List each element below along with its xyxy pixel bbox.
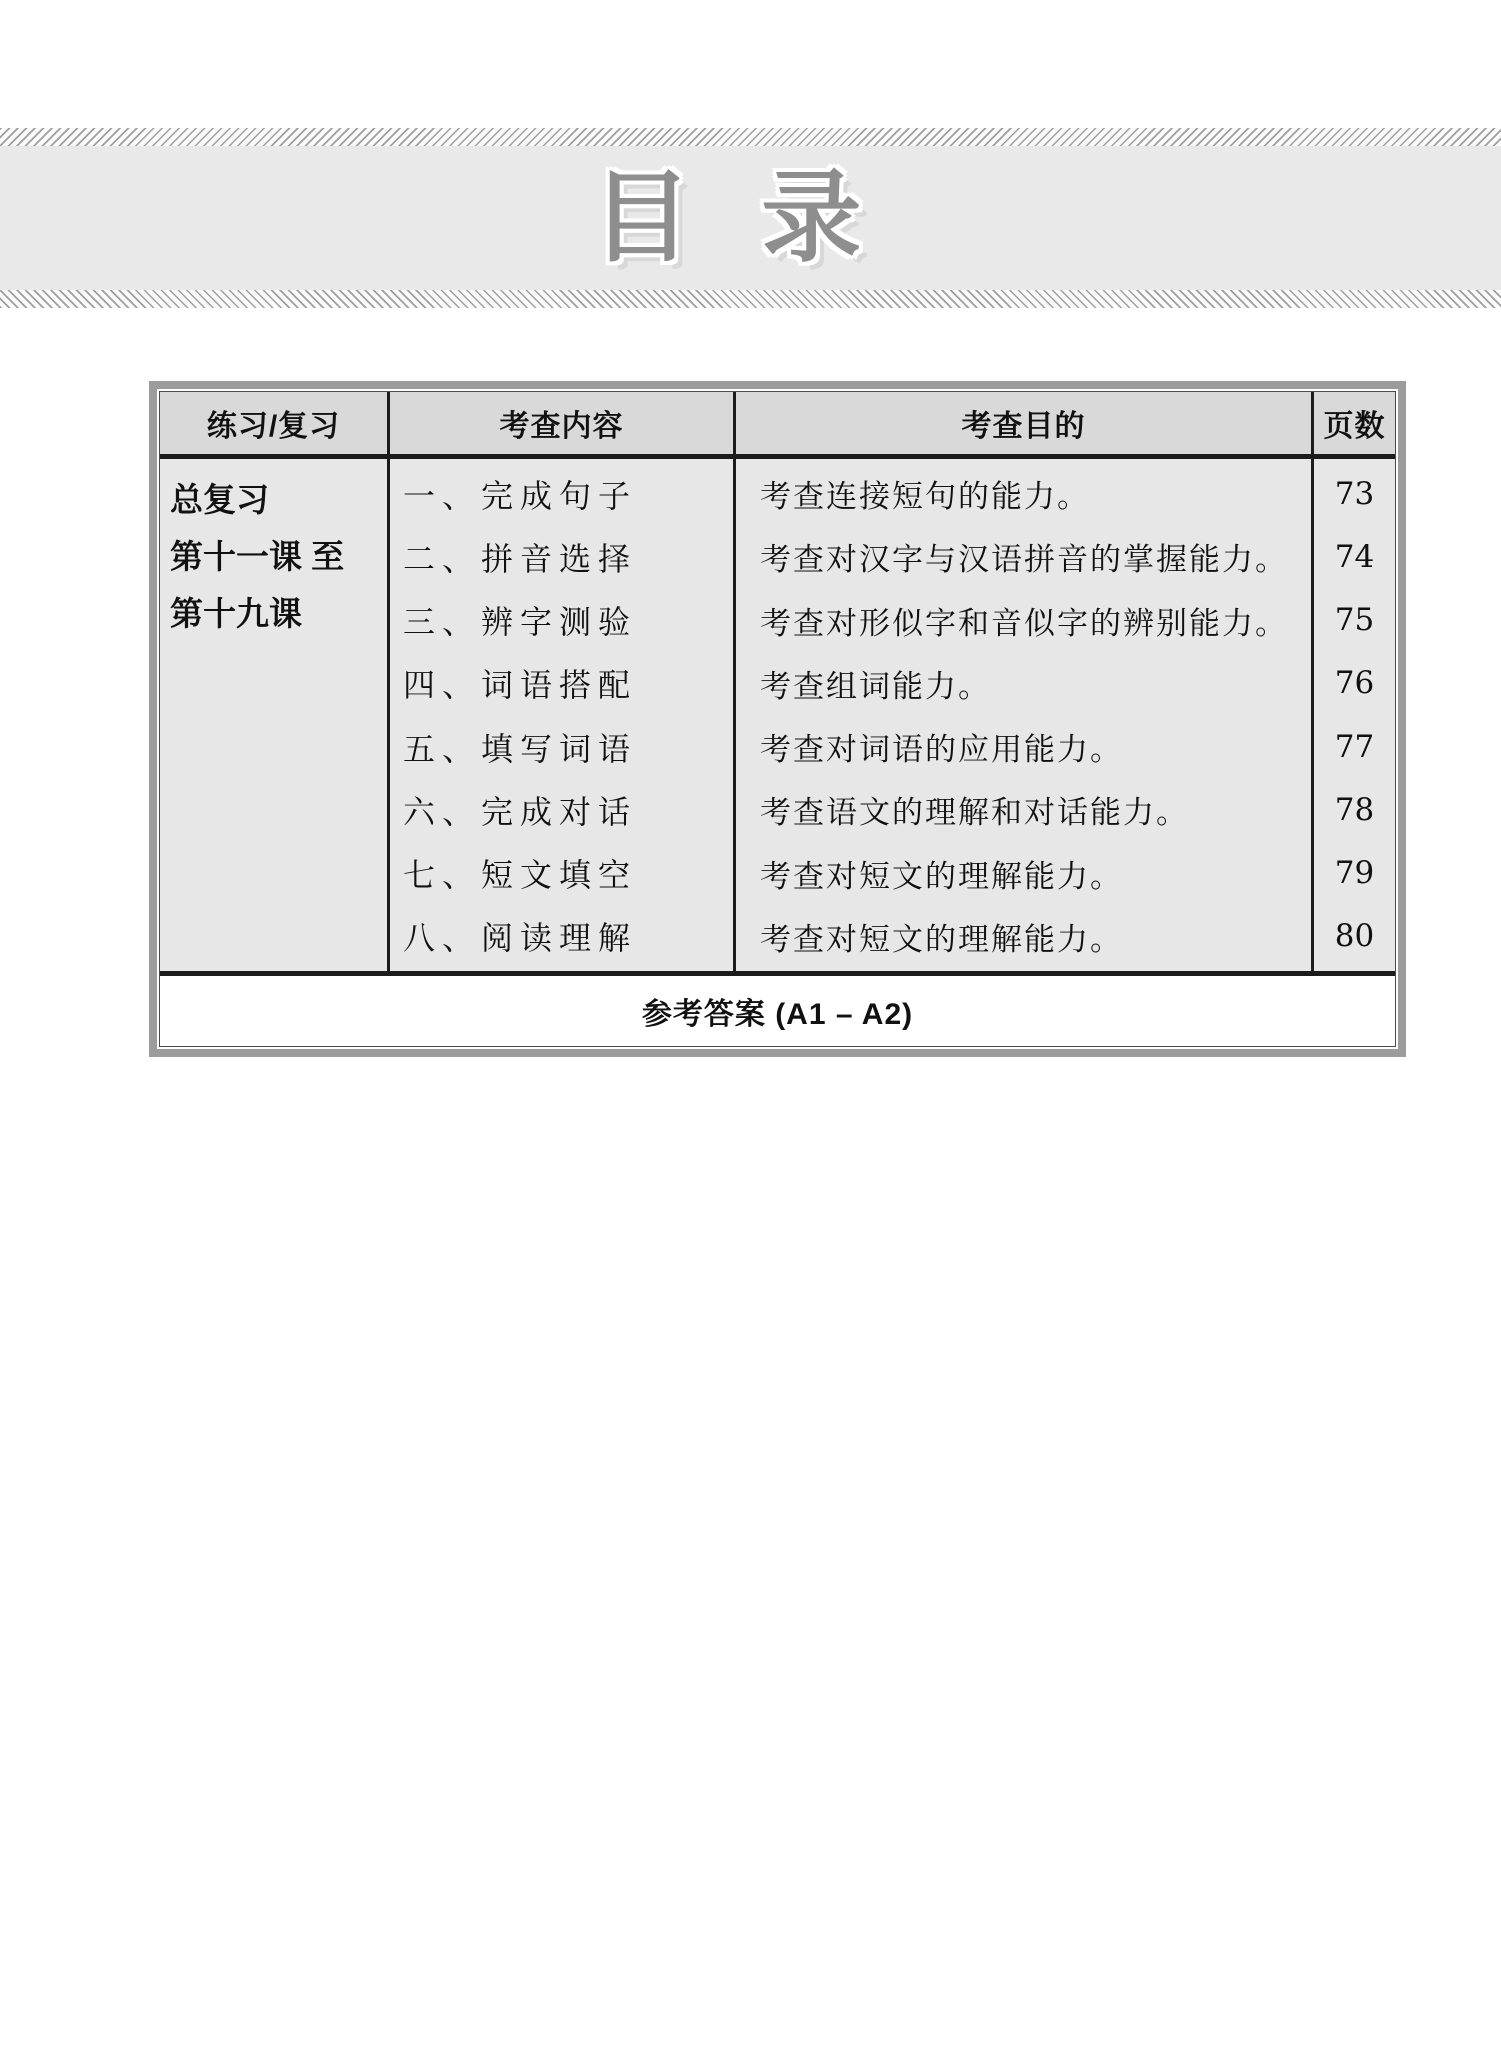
header-cell-purpose: 考查目的 xyxy=(736,392,1314,454)
header-cell-page: 页数 xyxy=(1323,410,1386,443)
table-row xyxy=(390,462,1395,525)
section-line: 第十九课 xyxy=(170,595,302,632)
toc-page-cell: 74 xyxy=(1334,538,1375,575)
header-cell-exercise: 练习/复习 xyxy=(160,392,390,454)
section-line: 总复习 xyxy=(170,481,269,518)
toc-page-cell: 76 xyxy=(1334,665,1375,702)
answers-row xyxy=(160,971,1395,1046)
page-title: 目 录 xyxy=(591,162,866,274)
toc-purpose-cell: 考查对汉字与汉语拼音的掌握能力。 xyxy=(760,542,1288,579)
toc-item-cell: 二、拼音选择 xyxy=(403,539,638,578)
toc-item-cell: 三、辨字测验 xyxy=(403,603,638,642)
toc-body xyxy=(160,459,1395,971)
column-divider xyxy=(733,459,736,971)
toc-item-cell: 五、填写词语 xyxy=(403,729,638,768)
toc-purpose-cell: 考查对短文的理解能力。 xyxy=(760,858,1123,895)
toc-item-cell: 八、阅读理解 xyxy=(403,919,638,958)
toc-page-cell: 78 xyxy=(1334,791,1375,828)
toc-purpose-cell: 考查语文的理解和对话能力。 xyxy=(760,795,1189,832)
toc-page-cell: 75 xyxy=(1334,602,1375,639)
banner-band xyxy=(0,146,1501,290)
table-row xyxy=(390,652,1395,715)
answers-label: 参考答案 (A1 – A2) xyxy=(641,998,914,1031)
toc-purpose-cell: 考查对词语的应用能力。 xyxy=(760,732,1123,769)
header-cell-content: 考查内容 xyxy=(390,392,736,454)
table-row xyxy=(390,842,1395,905)
table-row xyxy=(390,905,1395,968)
toc-rows xyxy=(390,459,1395,971)
toc-page-cell: 77 xyxy=(1334,728,1375,765)
toc-page-cell: 80 xyxy=(1334,918,1375,955)
toc-purpose-cell: 考查组词能力。 xyxy=(760,668,991,705)
toc-purpose-cell: 考查对短文的理解能力。 xyxy=(760,921,1123,958)
toc-item-cell: 一、完成句子 xyxy=(403,476,638,515)
toc-purpose-cell: 考查连接短句的能力。 xyxy=(760,479,1090,516)
toc-item-cell: 四、词语搭配 xyxy=(403,666,638,705)
page-banner xyxy=(0,128,1501,308)
toc-table-inner xyxy=(159,391,1396,1047)
toc-page-cell: 79 xyxy=(1334,855,1375,892)
toc-page-cell: 73 xyxy=(1334,475,1375,512)
table-row xyxy=(390,525,1395,588)
banner-hatch-top xyxy=(0,128,1501,146)
table-row xyxy=(390,778,1395,841)
table-row xyxy=(390,715,1395,778)
section-cell xyxy=(160,459,390,971)
column-divider xyxy=(1311,459,1314,971)
toc-item-cell: 七、短文填空 xyxy=(403,856,638,895)
toc-table xyxy=(149,381,1406,1057)
section-line: 第十一课 至 xyxy=(170,538,345,575)
toc-header-row xyxy=(160,392,1395,459)
table-row xyxy=(390,589,1395,652)
banner-hatch-bottom xyxy=(0,290,1501,308)
toc-purpose-cell: 考查对形似字和音似字的辨别能力。 xyxy=(760,605,1288,642)
toc-item-cell: 六、完成对话 xyxy=(403,792,638,831)
